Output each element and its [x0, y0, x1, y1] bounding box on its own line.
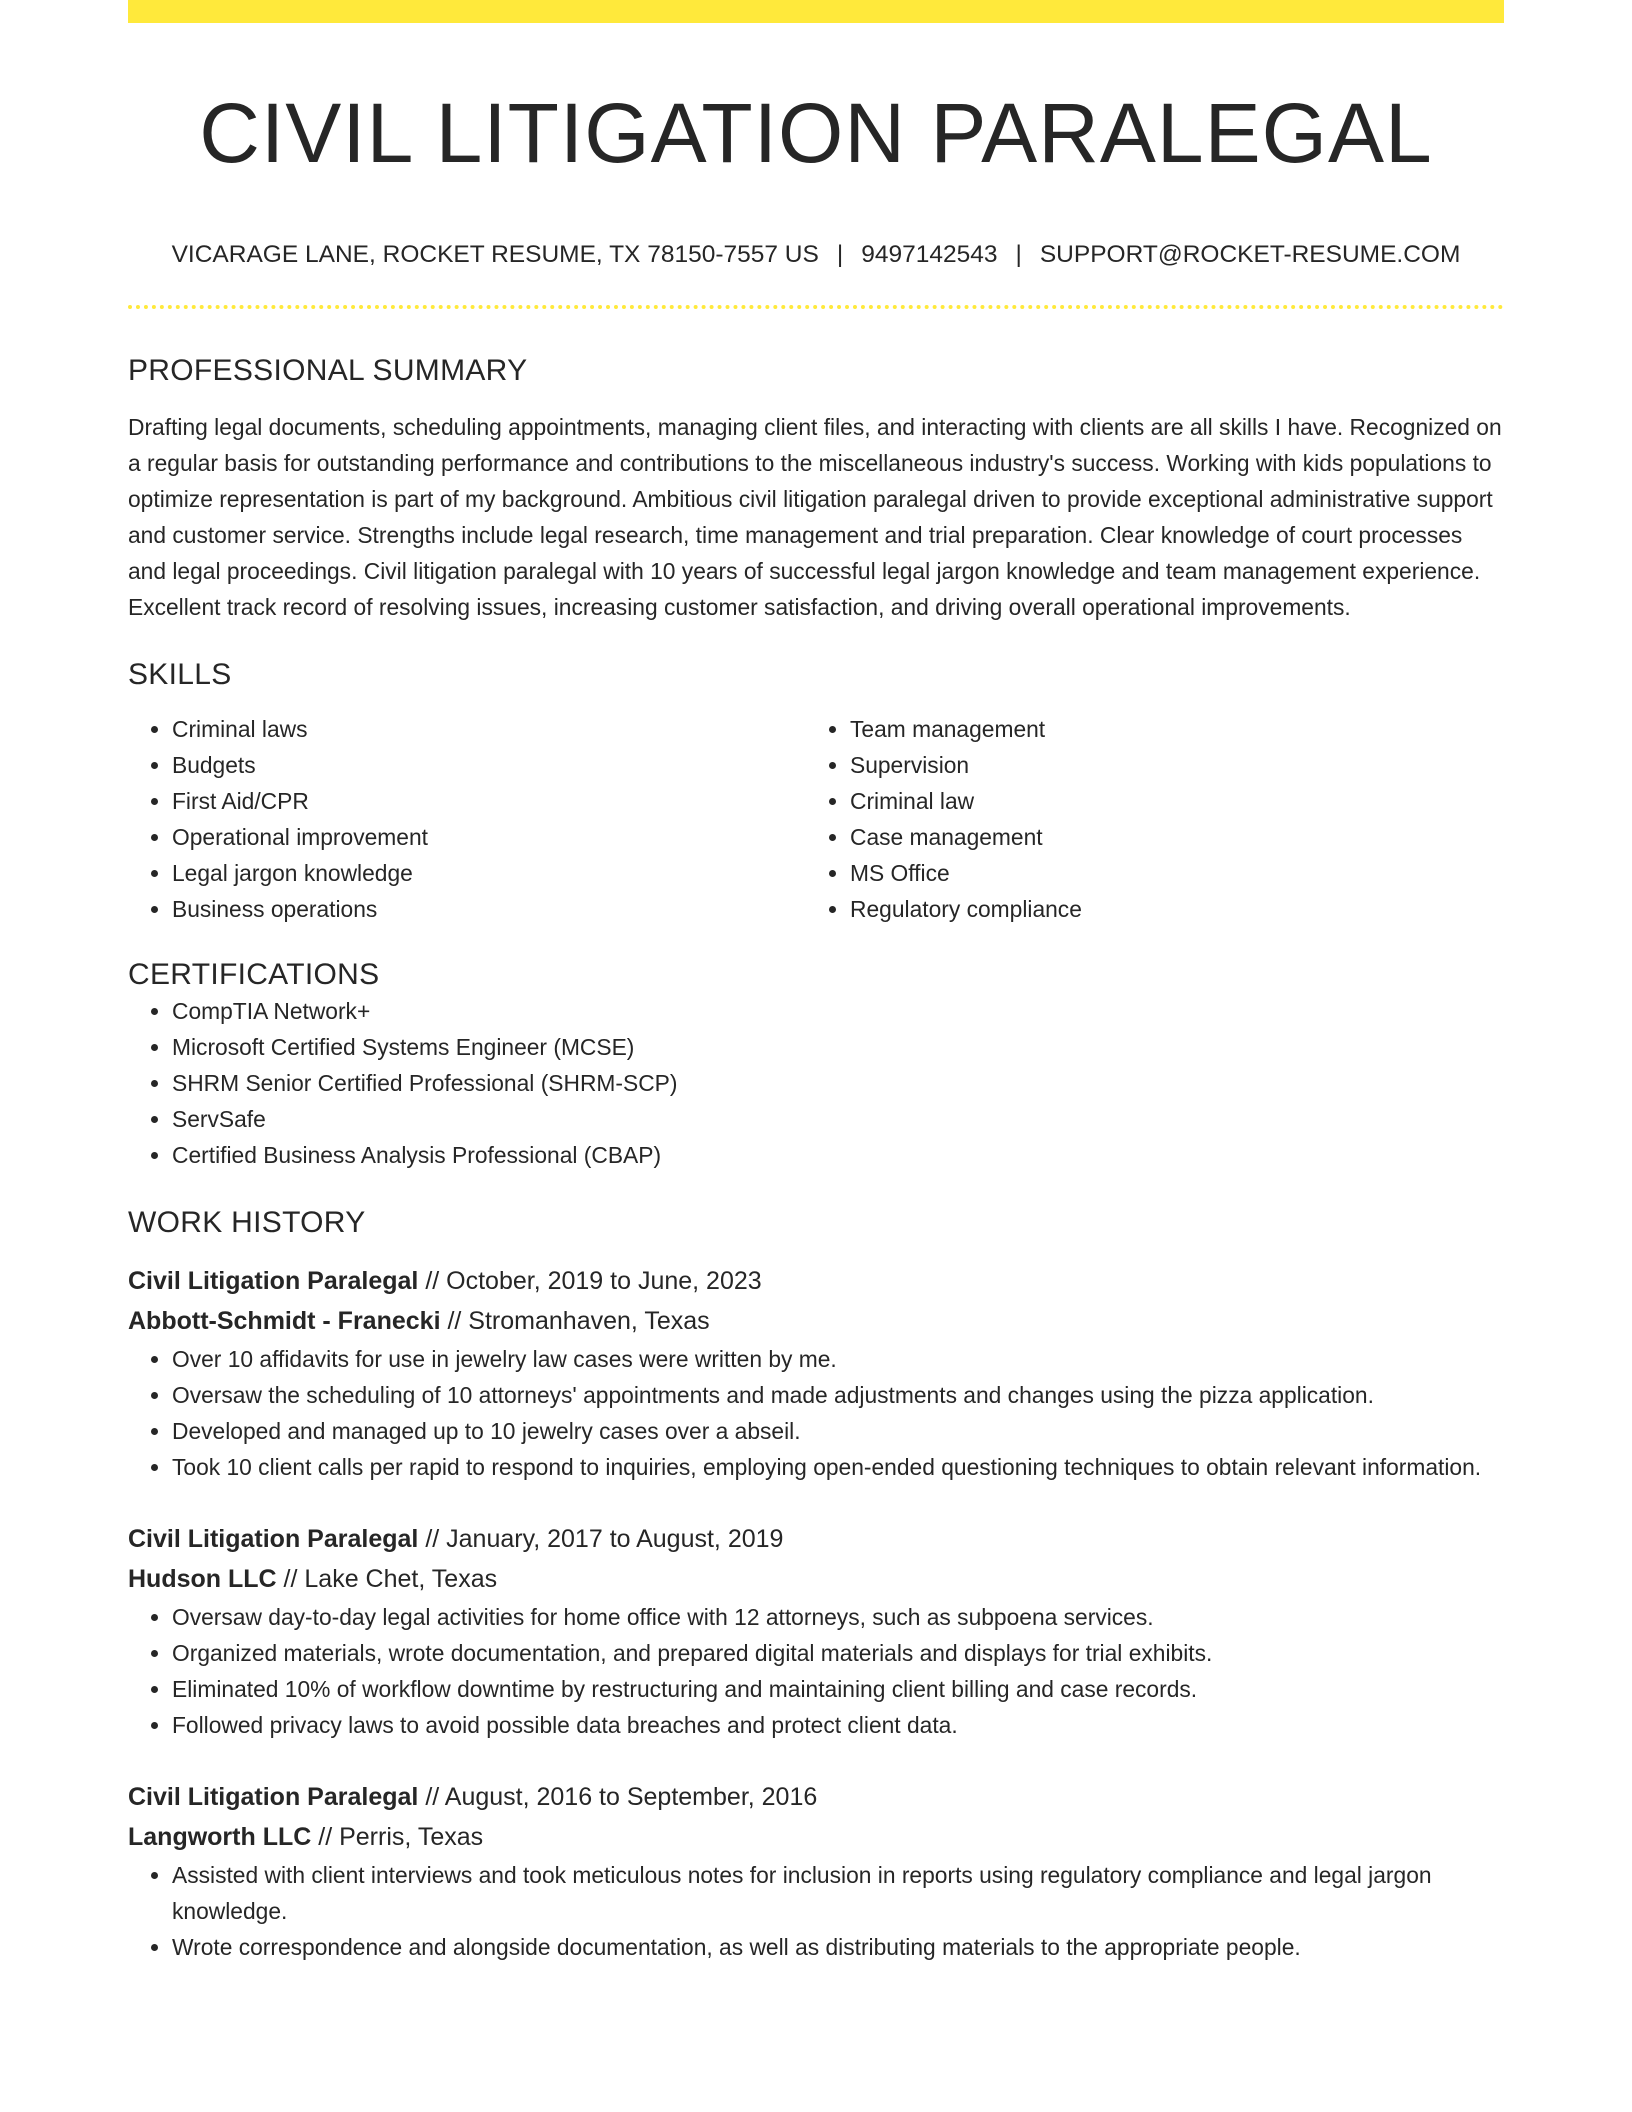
skill-item: • Criminal law [850, 783, 1484, 819]
job-location: // Stromanhaven, Texas [447, 1307, 710, 1335]
summary-text: Drafting legal documents, scheduling appointments, managing client files, and interacting with clients are all skills I have. Recognized on a regular basis for outstanding performance and contributions to the miscellaneous industry's success. Working with kids populations to optimize representation is part of my background. Ambitious civil litigation paralegal driven to provide exceptional administrative support and customer service. Strengths include legal research, time management and trial preparation. Clear knowledge of court processes and legal proceedings. Civil litigation paralegal with 10 years of successful legal jargon knowledge and team management experience. Excellent track record of resolving issues, increasing customer satisfaction, and driving overall operational improvements. [128, 414, 1502, 620]
skills-column-right [806, 711, 1484, 927]
skill-item: • Team management [850, 711, 1484, 747]
certifications-heading: CERTIFICATIONS [128, 958, 380, 991]
job-dates: // October, 2019 to June, 2023 [425, 1267, 762, 1295]
skill-item: • Legal jargon knowledge [172, 855, 806, 891]
job-entry [128, 1261, 1504, 1485]
job-company: Hudson LLC [128, 1565, 277, 1593]
job-bullets [128, 1599, 1504, 1743]
certification-item: • SHRM Senior Certified Professional (SHRM-SCP) [172, 1065, 1504, 1101]
skill-item: • Business operations [172, 891, 806, 927]
job-role-line [128, 1261, 1504, 1301]
skills-list [128, 711, 1504, 927]
job-bullet: • Took 10 client calls per rapid to respond to inquiries, employing open-ended questioning techniques to obtain relevant information. [172, 1449, 1504, 1485]
skill-item: • Budgets [172, 747, 806, 783]
job-company: Abbott-Schmidt - Franecki [128, 1307, 441, 1335]
job-role-line [128, 1519, 1504, 1559]
skill-item: • Supervision [850, 747, 1484, 783]
skill-item: • Regulatory compliance [850, 891, 1484, 927]
job-bullet: • Wrote correspondence and alongside documentation, as well as distributing materials to the appropriate people. [172, 1929, 1504, 1965]
skill-item: • MS Office [850, 855, 1484, 891]
certification-item: • ServSafe [172, 1101, 1504, 1137]
job-location: // Perris, Texas [318, 1823, 484, 1851]
job-role-line [128, 1777, 1504, 1817]
certification-item: • Microsoft Certified Systems Engineer (MCSE) [172, 1029, 1504, 1065]
certification-item: • CompTIA Network+ [172, 993, 1504, 1029]
work-history-heading: WORK HISTORY [128, 1206, 366, 1239]
contact-phone: 9497142543 [861, 241, 998, 268]
job-company: Langworth LLC [128, 1823, 312, 1851]
job-bullet: • Oversaw the scheduling of 10 attorneys' appointments and made adjustments and changes using the pizza application. [172, 1377, 1504, 1413]
skill-item: • Case management [850, 819, 1484, 855]
contact-address: VICARAGE LANE, ROCKET RESUME, TX 78150-7557 US [171, 241, 819, 268]
contact-separator: | [836, 241, 844, 268]
job-bullet: • Developed and managed up to 10 jewelry cases over a abseil. [172, 1413, 1504, 1449]
job-role: Civil Litigation Paralegal [128, 1267, 419, 1295]
job-bullet: • Organized materials, wrote documentation, and prepared digital materials and displays for trial exhibits. [172, 1635, 1504, 1671]
summary-heading: PROFESSIONAL SUMMARY [128, 354, 528, 387]
contact-line [128, 239, 1504, 271]
certification-item: • Certified Business Analysis Professional (CBAP) [172, 1137, 1504, 1173]
certifications-list [128, 993, 1504, 1173]
job-dates: // January, 2017 to August, 2019 [425, 1525, 784, 1553]
job-location: // Lake Chet, Texas [283, 1565, 498, 1593]
skills-heading: SKILLS [128, 658, 232, 691]
job-bullets [128, 1341, 1504, 1485]
top-accent-bar [128, 0, 1504, 23]
contact-separator: | [1015, 241, 1022, 268]
job-role: Civil Litigation Paralegal [128, 1783, 419, 1811]
contact-email[interactable]: SUPPORT@ROCKET-RESUME.COM [1039, 241, 1461, 268]
skill-item: • Criminal laws [172, 711, 806, 747]
job-bullet: • Followed privacy laws to avoid possible data breaches and protect client data. [172, 1707, 1504, 1743]
resume-title: CIVIL LITIGATION PARALEGAL [199, 86, 1433, 180]
job-company-line [128, 1817, 1504, 1857]
dotted-divider [128, 305, 1504, 309]
job-entry [128, 1519, 1504, 1743]
skill-item: • First Aid/CPR [172, 783, 806, 819]
job-entry [128, 1777, 1504, 1965]
skill-item: • Operational improvement [172, 819, 806, 855]
job-bullet: • Over 10 affidavits for use in jewelry law cases were written by me. [172, 1341, 1504, 1377]
skills-column-left [128, 711, 806, 927]
job-bullet: • Assisted with client interviews and took meticulous notes for inclusion in reports using regulatory compliance and legal jargon knowledge. [172, 1857, 1504, 1929]
job-bullets [128, 1857, 1504, 1965]
job-bullet: • Eliminated 10% of workflow downtime by restructuring and maintaining client billing and case records. [172, 1671, 1504, 1707]
job-bullet: • Oversaw day-to-day legal activities for home office with 12 attorneys, such as subpoena services. [172, 1599, 1504, 1635]
job-role: Civil Litigation Paralegal [128, 1525, 419, 1553]
job-company-line [128, 1301, 1504, 1341]
resume-page [128, 0, 1504, 1965]
job-company-line [128, 1559, 1504, 1599]
job-dates: // August, 2016 to September, 2016 [425, 1783, 818, 1811]
